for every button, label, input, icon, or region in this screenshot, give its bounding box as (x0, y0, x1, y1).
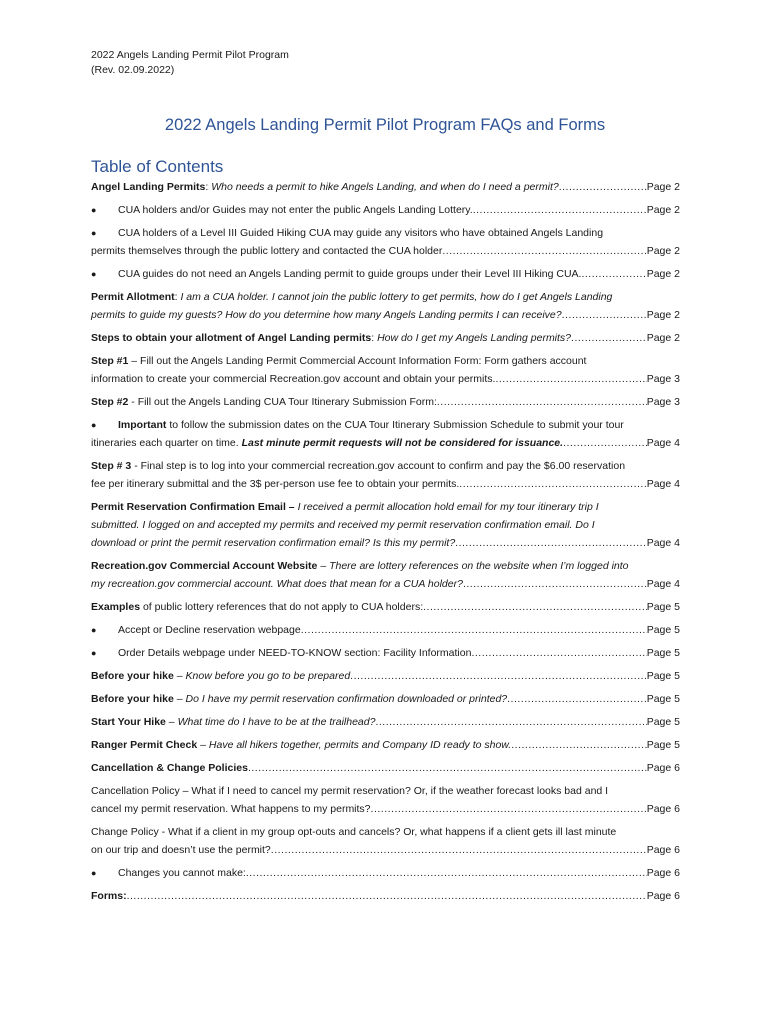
toc-entry-examples[interactable] (91, 598, 680, 616)
toc-leader (371, 800, 647, 818)
toc-entry-text: – (173, 693, 186, 705)
toc-leader (271, 841, 647, 859)
toc-leader (507, 690, 647, 708)
toc-leader (350, 667, 647, 685)
toc-entry-italic: I am a CUA holder. I cannot join the public lottery to get permits, how do I get Angels Landing (180, 291, 613, 303)
toc-entry-italic: Who needs a permit to hike Angels Landing, and when do I need a permit? (211, 181, 559, 193)
toc-entry-confirmation-email[interactable] (91, 498, 680, 552)
toc-page-number: Page 5 (646, 601, 680, 613)
toc-entry-text: on our trip and doesn’t use the permit? (91, 844, 271, 856)
toc-leader (246, 864, 647, 882)
toc-page-number: Page 5 (646, 716, 680, 728)
toc-leader (455, 534, 647, 552)
toc-entry-bold: Start Your Hike (91, 716, 166, 728)
page-header (91, 48, 289, 78)
toc-entry-text: Changes you cannot make: (118, 867, 246, 879)
toc-leader (301, 621, 647, 639)
bullet-icon: ● (91, 868, 97, 878)
toc-page-number: Page 5 (646, 670, 680, 682)
toc-entry-text: of public lottery references that do not apply to CUA holders: (140, 601, 424, 613)
toc-entry-text: - Fill out the Angels Landing CUA Tour Itinerary Submission Form: (128, 396, 437, 408)
toc-entry-start-hike[interactable] (91, 713, 680, 731)
toc-entry-forms[interactable] (91, 887, 680, 905)
toc-entry-permit-allotment[interactable] (91, 288, 680, 324)
toc-entry-text: Change Policy - What if a client in my group opt-outs and cancels? Or, what happens if a client gets ill last minute (91, 826, 617, 838)
toc-entry-text: CUA guides do not need an Angels Landing permit to guide groups under their Level III Hiking CUA. (118, 268, 582, 280)
toc-entry-text: Accept or Decline reservation webpage (118, 624, 301, 636)
toc-leader (581, 265, 646, 283)
toc-entry-text: : (371, 332, 378, 344)
toc-entry-bold: Cancellation & Change Policies (91, 762, 248, 774)
toc-entry-step-1[interactable] (91, 352, 680, 388)
toc-entry-italic: I received a permit allocation hold email for my tour itinerary trip I (297, 501, 599, 513)
toc-page-number: Page 4 (646, 478, 680, 490)
toc-entry-bold: Step #2 (91, 396, 129, 408)
toc-entry-step-3[interactable] (91, 457, 680, 493)
toc-page-number: Page 4 (646, 578, 680, 590)
toc-page-number: Page 5 (646, 624, 680, 636)
toc-leader (463, 575, 647, 593)
toc-entry-changes-cannot-make[interactable] (91, 864, 680, 882)
toc-page-number: Page 6 (646, 867, 680, 879)
toc-leader (571, 329, 647, 347)
bullet-icon: ● (91, 205, 97, 215)
toc-entry-italic: download or print the permit reservation confirmation email? Is this my permit? (91, 537, 456, 549)
toc-page-number: Page 4 (646, 437, 680, 449)
toc-entry-italic: Have all hikers together, permits and Company ID ready to show. (208, 739, 512, 751)
toc-entry-important-submission[interactable] (91, 416, 680, 452)
toc-entry-steps-to-obtain[interactable] (91, 329, 680, 347)
toc-leader (248, 759, 647, 777)
toc-entry-text: information to create your commercial Recreation.gov account and obtain your permits. (91, 373, 496, 385)
bullet-icon: ● (91, 228, 97, 238)
toc-entry-bold: Step # 3 (91, 460, 132, 472)
toc-leader (495, 370, 646, 388)
toc-entry-text: CUA holders of a Level III Guided Hiking CUA may guide any visitors who have obtained Angels Landing (118, 227, 604, 239)
toc-entry-text: - Final step is to log into your commercial recreation.gov account to confirm and pay the $6.00 reservation (131, 460, 626, 472)
document-title: 2022 Angels Landing Permit Pilot Program FAQs and Forms (164, 116, 606, 134)
toc-entry-cancellation-change-policies[interactable] (91, 759, 680, 777)
toc-page-number: Page 5 (646, 693, 680, 705)
toc-leader (559, 178, 647, 196)
toc-entry-text: fee per itinerary submittal and the 3$ per-person use fee to obtain your permits. (91, 478, 460, 490)
toc-entry-text: CUA holders and/or Guides may not enter the public Angels Landing Lottery. (118, 204, 473, 216)
toc-page-number: Page 2 (646, 268, 680, 280)
toc-entry-step-2[interactable] (91, 393, 680, 411)
toc-leader (471, 644, 646, 662)
toc-entry-text: – Fill out the Angels Landing Permit Commercial Account Information Form: Form gathers account (128, 355, 587, 367)
toc-page-number: Page 3 (646, 396, 680, 408)
toc-entry-text: – (173, 670, 186, 682)
toc-entry-bold: Recreation.gov Commercial Account Website (91, 560, 318, 572)
toc-entry-text: – (197, 739, 209, 751)
toc-entry-text: itineraries each quarter on time. (91, 437, 242, 449)
toc-entry-order-details[interactable] (91, 644, 680, 662)
toc-entry-bold: Permit Reservation Confirmation Email – (91, 501, 298, 513)
toc-leader (563, 434, 647, 452)
toc-page-number: Page 6 (646, 844, 680, 856)
toc-entry-text: : (174, 291, 181, 303)
toc-page-number: Page 6 (646, 890, 680, 902)
toc-heading: Table of Contents (91, 157, 224, 176)
toc-entry-text: cancel my permit reservation. What happens to my permits? (91, 803, 371, 815)
toc-entry-italic: What time do I have to be at the trailhead? (177, 716, 376, 728)
toc-entry-bold: Permit Allotment (91, 291, 175, 303)
toc-entry-bold: Before your hike (91, 693, 174, 705)
toc-entry-text: – (317, 560, 330, 572)
toc-entry-text: permits themselves through the public lottery and contacted the CUA holder (91, 245, 443, 257)
toc-entry-before-hike-prepared[interactable] (91, 667, 680, 685)
table-of-contents (91, 178, 680, 910)
toc-entry-text: Order Details webpage under NEED-TO-KNOW section: Facility Information (118, 647, 472, 659)
toc-entry-bold: Before your hike (91, 670, 174, 682)
toc-entry-italic: permits to guide my guests? How do you determine how many Angels Landing permits I can receive? (91, 309, 562, 321)
header-revision: (Rev. 02.09.2022) (91, 64, 175, 76)
toc-page-number: Page 6 (646, 803, 680, 815)
toc-entry-bold-italic: Last minute permit requests will not be considered for issuance. (241, 437, 564, 449)
toc-leader (511, 736, 646, 754)
toc-leader (442, 242, 646, 260)
toc-leader (459, 475, 646, 493)
toc-entry-cancellation-policy[interactable] (91, 782, 680, 818)
toc-page-number: Page 2 (646, 245, 680, 257)
toc-entry-level-iii-cua[interactable] (91, 224, 680, 260)
toc-leader (423, 598, 647, 616)
toc-entry-cua-no-lottery[interactable] (91, 201, 680, 219)
toc-entry-bold: Forms: (91, 890, 127, 902)
toc-entry-accept-decline[interactable] (91, 621, 680, 639)
toc-page-number: Page 2 (646, 309, 680, 321)
toc-entry-before-hike-printed[interactable] (91, 690, 680, 708)
toc-entry-bold: Examples (91, 601, 141, 613)
bullet-icon: ● (91, 269, 97, 279)
toc-entry-bold: Ranger Permit Check (91, 739, 198, 751)
bullet-icon: ● (91, 625, 97, 635)
toc-entry-bold: Step #1 (91, 355, 129, 367)
toc-leader (437, 393, 647, 411)
toc-entry-italic: submitted. I logged on and accepted my permits and received my permit reservation confirmation email. Do I (91, 519, 595, 531)
toc-page-number: Page 2 (646, 181, 680, 193)
toc-page-number: Page 2 (646, 204, 680, 216)
bullet-icon: ● (91, 420, 97, 430)
toc-entry-commercial-account-website[interactable] (91, 557, 680, 593)
toc-entry-italic: Know before you go to be prepared (185, 670, 351, 682)
toc-page-number: Page 3 (646, 373, 680, 385)
toc-leader (127, 887, 647, 905)
toc-page-number: Page 4 (646, 537, 680, 549)
toc-page-number: Page 5 (646, 647, 680, 659)
toc-entry-italic: Do I have my permit reservation confirmation downloaded or printed? (185, 693, 508, 705)
toc-leader (375, 713, 646, 731)
toc-entry-italic: How do I get my Angels Landing permits? (377, 332, 572, 344)
toc-entry-bold: Angel Landing Permits (91, 181, 206, 193)
toc-page-number: Page 2 (646, 332, 680, 344)
toc-entry-cua-guides-no-permit[interactable] (91, 265, 680, 283)
toc-entry-angel-landing-permits[interactable] (91, 178, 680, 196)
toc-entry-text: : (205, 181, 212, 193)
toc-leader (473, 201, 647, 219)
toc-entry-bold: Important (118, 419, 167, 431)
toc-entry-text: to follow the submission dates on the CUA Tour Itinerary Submission Schedule to submit your tour (166, 419, 624, 431)
toc-entry-text: – (165, 716, 178, 728)
bullet-icon: ● (91, 648, 97, 658)
toc-page-number: Page 5 (646, 739, 680, 751)
toc-entry-italic: There are lottery references on the website when I’m logged into (329, 560, 629, 572)
toc-entry-ranger-check[interactable] (91, 736, 680, 754)
toc-entry-change-policy[interactable] (91, 823, 680, 859)
toc-page-number: Page 6 (646, 762, 680, 774)
toc-entry-text: Cancellation Policy – What if I need to cancel my permit reservation? Or, if the weather forecast looks bad and I (91, 785, 609, 797)
header-program-name: 2022 Angels Landing Permit Pilot Program (91, 49, 289, 61)
toc-entry-bold: Steps to obtain your allotment of Angel Landing permits (91, 332, 372, 344)
toc-leader (562, 306, 647, 324)
toc-entry-italic: my recreation.gov commercial account. What does that mean for a CUA holder? (91, 578, 463, 590)
